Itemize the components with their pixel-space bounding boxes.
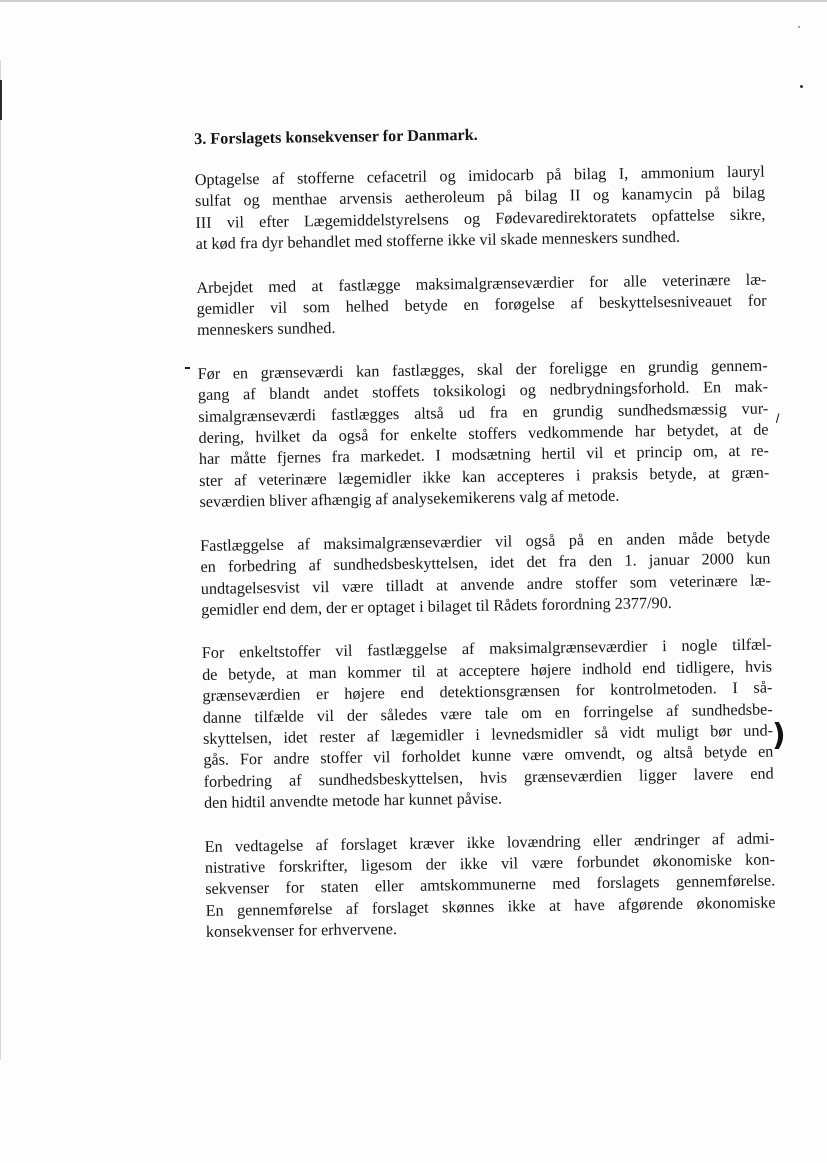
paragraph-line: gemidler end dem, der er optaget i bilaget til Rådets forordning 2377/90. [201,593,672,619]
paragraph-line: den hidtil anvendte metode har kunnet påvise. [203,789,503,813]
margin-dash-mark [185,367,190,369]
paragraph-line: har måtte fjernes fra markedet. I modsætning hertil vil et princip om, at re- [198,441,769,469]
paragraph-line: menneskers sundhed. [196,319,336,340]
paragraph-line: danne tilfælde vil der således være tale om en forringelse af sundhedsbe- [202,700,773,727]
body-paragraph [196,269,767,342]
body-paragraph [205,828,777,943]
paragraph-line: seværdien bliver afhængig af analysekemikerens valg af metode. [199,487,620,512]
paragraph-line: Arbejdet med at fastlægge maksimalgrænseværdier for alle veterinære læ- [196,270,767,297]
paragraph-line: III vil efter Lægemiddelstyrelsens og Fødevaredirektoratets opfattelse sikre, [195,205,766,232]
paragraph-line: Før en grænseværdi kan fastlægges, skal der foreligge en grundig gennem- [197,356,768,383]
body-paragraph [195,162,766,256]
punch-hole-mark-icon: ) [772,718,786,753]
paragraph-line: gemidler vil som helhed betyde en forøgelse af beskyttelsesniveauet for [196,291,767,319]
paragraph-line: simalgrænseværdi fastlægges altså ud fra en grundig sundhedsmæssig vur- [198,399,769,426]
paragraph-line: En vedtagelse af forslaget kræver ikke lovændring eller ændringer af admi- [204,829,775,856]
page-top-edge [0,0,827,2]
paragraph-line: sekvenser for staten eller amtskommunerne med forslagets gennemførelse. [205,871,776,899]
paragraph-line: En gennemførelse af forslaget skønnes ikke at have afgørende økonomiske [205,893,776,920]
paragraph-line: ster af veterinære lægemidler ikke kan accepteres i praksis betyde, at græn- [199,463,770,490]
paragraph-line: gås. For andre stoffer vil forholdet kunne være omvendt, og altså betyde en [203,742,774,770]
paragraph-line: Fastlæggelse af maksimalgrænseværdier vil også på en anden måde betyde [200,528,771,555]
paragraph-line: forbedring af sundhedsbeskyttelsen, hvis grænseværdien ligger lavere end [203,764,774,791]
page-left-mark [0,80,2,120]
document-body [194,120,776,966]
scan-speck [798,26,800,28]
body-paragraph [202,635,774,815]
paragraph-line: undtagelsesvist vil være tilladt at anvende andre stoffer som veterinære læ- [200,570,771,598]
paragraph-line: konsekvenser for erhvervene. [205,920,398,942]
body-paragraph [200,527,771,621]
scan-speck [800,85,803,88]
paragraph-line: sulfat og menthae arvensis aetheroleum på bilag II og kanamycin på bilag [194,183,766,211]
paragraph-line: en forbedring af sundhedsbeskyttelsen, idet det fra den 1. januar 2000 kun [200,549,771,577]
paragraph-line: For enkeltstoffer vil fastlæggelse af maksimalgrænseværdier i nogle tilfæl- [201,635,772,663]
paragraph-line: de betyde, at man kommer til at acceptere højere indhold end tidligere, hvis [201,657,773,684]
page-left-edge [0,60,1,1060]
punch-hole-mark-icon: ⸝ [764,401,786,427]
paragraph-line: nistrative forskrifter, ligesom der ikke vil være forbundet økonomiske kon- [204,850,776,877]
paragraph-line: skyttelsen, idet rester af lægemidler i levnedsmidler så vidt muligt bør und- [202,721,774,748]
paragraph-line: at kød fra dyr behandlet med stofferne ikke vil skade menneskers sundhed. [195,228,681,254]
paragraph-line: grænseværdien er højere end detektionsgrænsen for kontrolmetoden. I så- [202,678,773,706]
body-paragraph [197,355,769,513]
paragraph-line: dering, hvilket da også for enkelte stoffers vedkommende har betydet, at de [198,420,769,448]
paragraph-line: gang af blandt andet stoffets toksikologi og nedbrydningsforhold. En mak- [197,377,769,405]
section-heading: 3. Forslagets konsekvenser for Danmark. [194,125,478,148]
paragraph-line: Optagelse af stofferne cefacetril og imidocarb på bilag I, ammonium lauryl [194,162,765,189]
